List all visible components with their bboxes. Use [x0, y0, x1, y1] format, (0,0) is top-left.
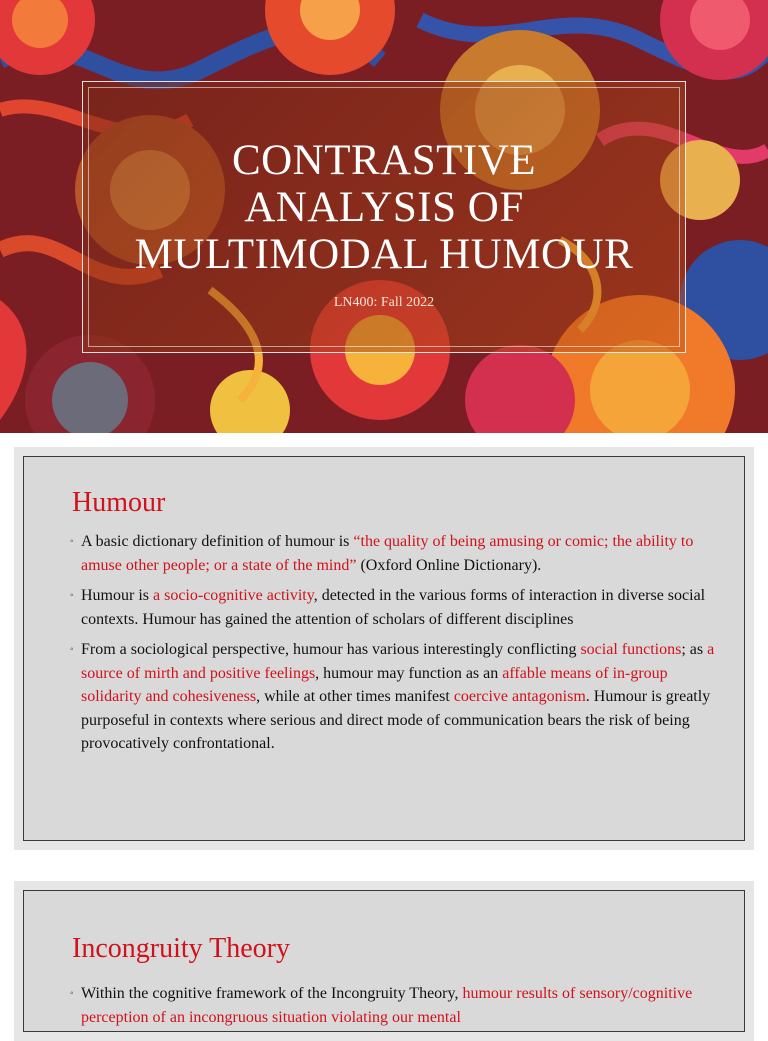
highlight-text: coercive antagonism — [453, 688, 586, 705]
slide-heading: Incongruity Theory — [72, 933, 290, 964]
bullet-text: , while at other times manifest — [256, 688, 454, 705]
list-item — [70, 584, 716, 631]
presentation-title — [83, 137, 685, 278]
bullet-icon: ◦ — [70, 590, 74, 601]
bullet-list — [70, 982, 716, 1036]
bullet-icon: ◦ — [70, 988, 74, 999]
bullet-list — [70, 530, 716, 763]
list-item — [70, 638, 716, 756]
title-line: ANALYSIS OF — [244, 184, 524, 231]
bullet-icon: ◦ — [70, 536, 74, 547]
highlight-text: a source of mirth and positive feelings — [81, 641, 715, 682]
bullet-text: A basic dictionary definition of humour is — [81, 533, 354, 550]
list-item — [70, 530, 716, 577]
title-slide — [0, 0, 768, 433]
bullet-text: Humour is — [81, 587, 153, 604]
highlight-text: a socio-cognitive activity — [153, 587, 314, 604]
highlight-text: social functions — [580, 641, 682, 658]
highlight-text: “the quality of being amusing or comic; the ability to amuse other people; or a state of the mind” — [81, 533, 694, 574]
bullet-text: From a sociological perspective, humour has various interestingly conflicting — [81, 641, 581, 658]
highlight-text: affable means of in-group solidarity and cohesiveness — [81, 664, 668, 705]
list-item — [70, 982, 716, 1029]
bullet-text: ; as — [681, 641, 708, 658]
slide-frame — [23, 456, 745, 841]
title-line: CONTRASTIVE — [231, 137, 537, 184]
slide-heading: Humour — [72, 487, 166, 518]
title-line: MULTIMODAL HUMOUR — [134, 231, 634, 278]
course-subtitle: LN400: Fall 2022 — [333, 295, 435, 310]
bullet-text: . Humour is greatly purposeful in contexts where serious and direct mode of communication bears the risk of being provocatively confrontational. — [81, 688, 711, 752]
slide-incongruity-theory — [14, 881, 754, 1041]
bullet-text: , detected in the various forms of interaction in diverse social contexts. Humour has gained the attention of scholars of different disciplines — [81, 587, 706, 628]
slide-humour — [14, 447, 754, 850]
bullet-text: Within the cognitive framework of the Incongruity Theory, — [81, 985, 463, 1002]
highlight-text: humour results of sensory/cognitive perception of an incongruous situation violating our mental — [81, 985, 693, 1026]
bullet-icon: ◦ — [70, 644, 74, 655]
bullet-text: , humour may function as an — [315, 664, 503, 682]
slide-frame — [23, 890, 745, 1032]
bullet-text: (Oxford Online Dictionary). — [356, 556, 542, 574]
title-frame — [82, 81, 686, 353]
